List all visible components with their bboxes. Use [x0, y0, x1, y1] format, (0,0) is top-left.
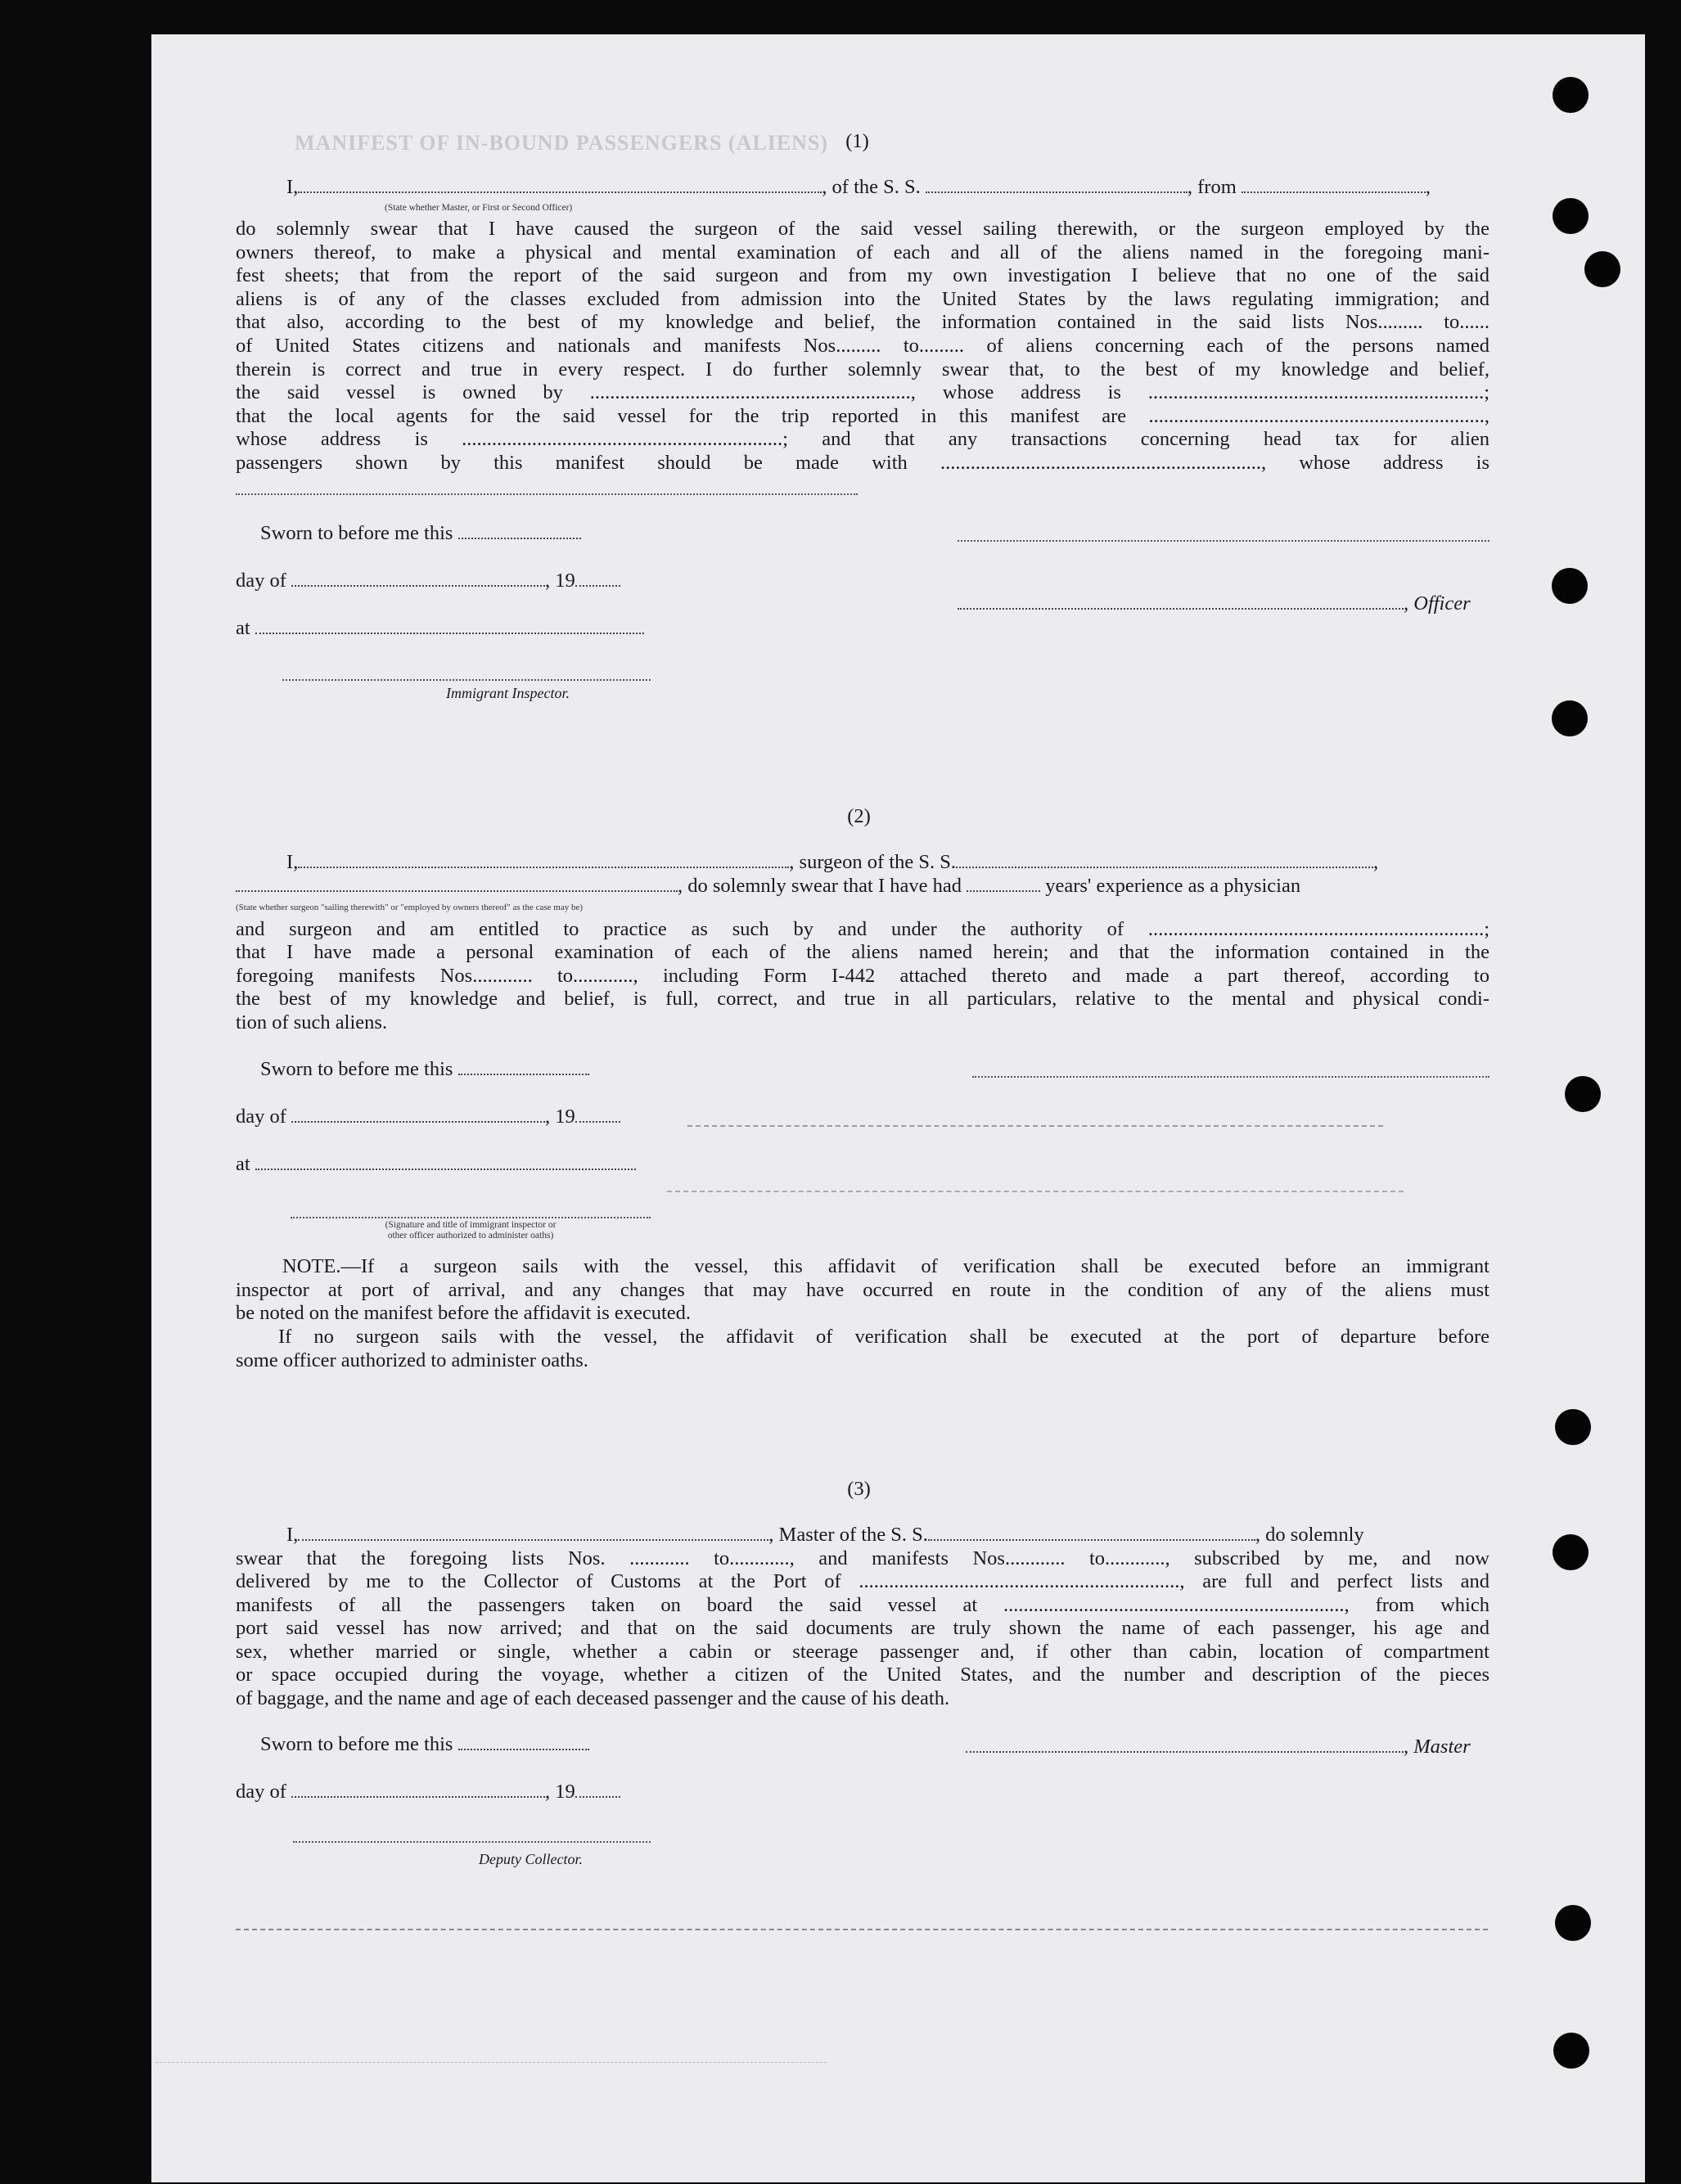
binder-hole	[1553, 198, 1589, 234]
s1-sworn: Sworn to before me this	[260, 521, 581, 545]
binder-hole	[1584, 251, 1620, 287]
s2-sworn: Sworn to before me this	[260, 1057, 589, 1081]
s3-master: , Master	[966, 1735, 1471, 1758]
binder-hole	[1565, 1076, 1601, 1112]
s2-sig-note-2: other officer authorized to administer oaths)	[387, 1231, 554, 1241]
s3-collector: Deputy Collector.	[479, 1851, 583, 1867]
binder-hole	[1555, 1905, 1591, 1941]
binder-hole	[1553, 2033, 1589, 2069]
s3-day-of: day of , 19	[236, 1780, 620, 1803]
s1-inspector-line	[282, 679, 651, 681]
s1-day-of: day of , 19	[236, 569, 620, 592]
s2-at: at	[236, 1152, 636, 1176]
s2-dashed-line	[687, 1125, 1383, 1127]
faded-header: MANIFEST OF IN-BOUND PASSENGERS (ALIENS)	[295, 131, 829, 155]
s2-line2-note: (State whether surgeon "sailing therewith" or "employed by owners thereof" as the case may be)	[236, 903, 584, 912]
s1-inspector: Immigrant Inspector.	[446, 685, 570, 701]
s3-collector-line	[293, 1841, 651, 1843]
binder-hole	[1553, 77, 1589, 113]
s1-at: at	[236, 616, 644, 640]
s1-address-line	[236, 493, 858, 495]
binder-hole	[1552, 700, 1588, 736]
s1-line1-note: (State whether Master, or First or Second Officer)	[385, 203, 573, 213]
s3-line1: I, , Master of the S. S. , do solemnly	[286, 1524, 1364, 1546]
s2-sig-note-1: (Signature and title of immigrant inspector or	[385, 1220, 557, 1230]
s2-line1: I, , surgeon of the S. S. ,	[286, 851, 1379, 873]
s1-officer-line-1	[958, 540, 1489, 542]
s2-line2: , do solemnly swear that I have had years' experience as a physician	[236, 874, 1300, 898]
section-3-number: (3)	[847, 1478, 871, 1500]
section-1-number: (1)	[845, 130, 869, 152]
s2-inspector-line	[291, 1217, 651, 1218]
binder-hole	[1552, 568, 1588, 604]
binder-hole	[1555, 1409, 1591, 1445]
s1-line1: I, , of the S. S. , from ,	[286, 176, 1431, 198]
binder-hole	[1553, 1534, 1589, 1570]
s3-sworn: Sworn to before me this	[260, 1732, 589, 1756]
section-2-number: (2)	[847, 805, 871, 827]
bottom-rule	[236, 1929, 1488, 1930]
s2-day-of: day of , 19	[236, 1105, 620, 1128]
s2-dashed-line-2	[667, 1191, 1404, 1192]
s2-signature-line	[972, 1076, 1489, 1078]
s1-officer: , Officer	[958, 592, 1471, 615]
bottom-faint-rule	[155, 2062, 827, 2063]
